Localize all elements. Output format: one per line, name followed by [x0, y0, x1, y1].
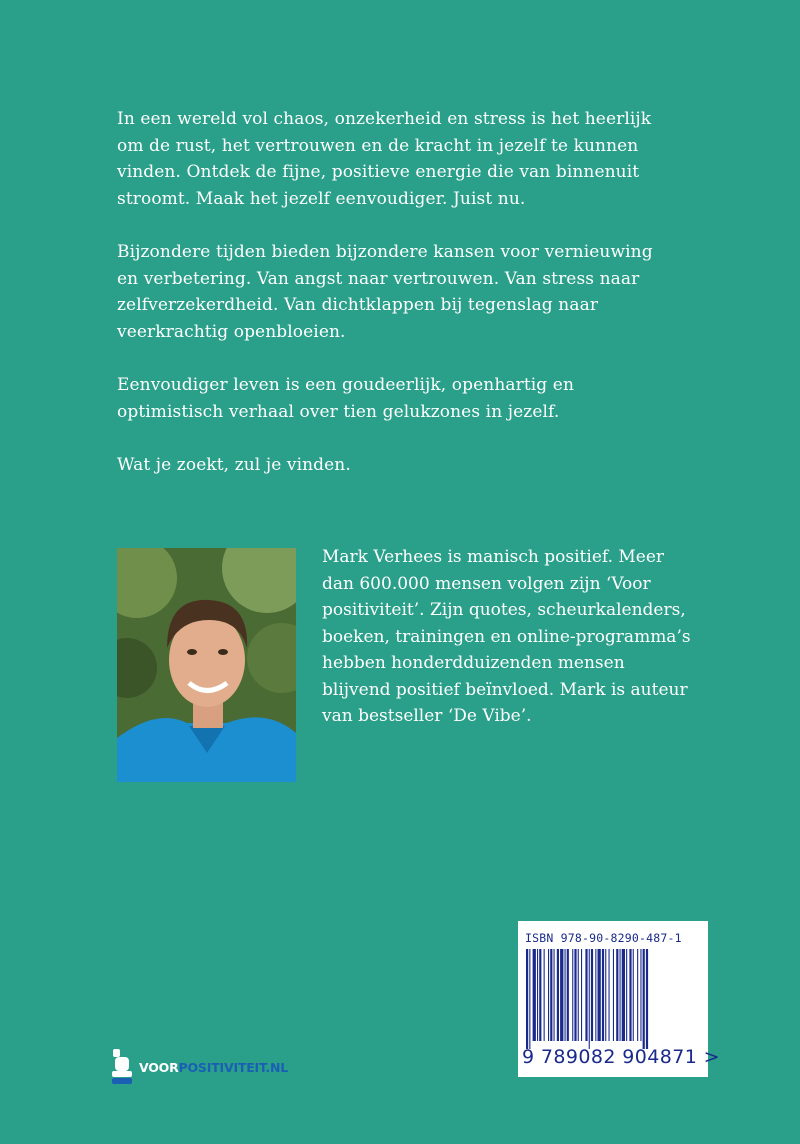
author-bio: Mark Verhees is manisch positief. Meer dan 600.000 mensen volgen zijn ‘Voor positiviteit’. Zijn quotes, scheurkalenders, boeken, trainingen en online-programma’s hebben honderdduizenden mensen blijvend positief beïnvloed. Mark is auteur van bestseller ‘De Vibe’. [322, 547, 691, 726]
blurb [117, 106, 677, 506]
isbn-barcode [518, 921, 720, 1077]
thumbs-up-icon [110, 1047, 134, 1087]
blurb-paragraph-3: Eenvoudiger leven is een goudeerlijk, openhartig en optimistisch verhaal over tien gelukzones in jezelf. [117, 375, 575, 422]
blurb-paragraph-2: Bijzondere tijden bieden bijzondere kansen voor vernieuwing en verbetering. Van angst naar vertrouwen. Van stress naar zelfverzekerdheid. Van dichtklappen bij tegenslag naar veerkrachtig openbloeien. [117, 242, 653, 342]
blurb-paragraph-1: In een wereld vol chaos, onzekerheid en stress is het heerlijk om de rust, het vertrouwen en de kracht in jezelf te kunnen vinden. Ontdek de fijne, positieve energie die van binnenuit stroomt. Maak het jezelf eenvoudiger. Juist nu. [117, 109, 652, 209]
publisher-logo [110, 1047, 288, 1087]
author-photo [117, 548, 296, 782]
isbn-label: ISBN 978-90-8290-487-1 [525, 931, 682, 945]
publisher-logo-accent: POSITIVITEIT.NL [178, 1059, 289, 1075]
blurb-paragraph-4: Wat je zoekt, zul je vinden. [117, 455, 351, 475]
barcode-digits: 9 789082 904871 > [522, 1046, 720, 1068]
publisher-logo-text: VOORPOSITIVITEIT.NL [139, 1059, 289, 1075]
barcode-bars [524, 949, 702, 1059]
